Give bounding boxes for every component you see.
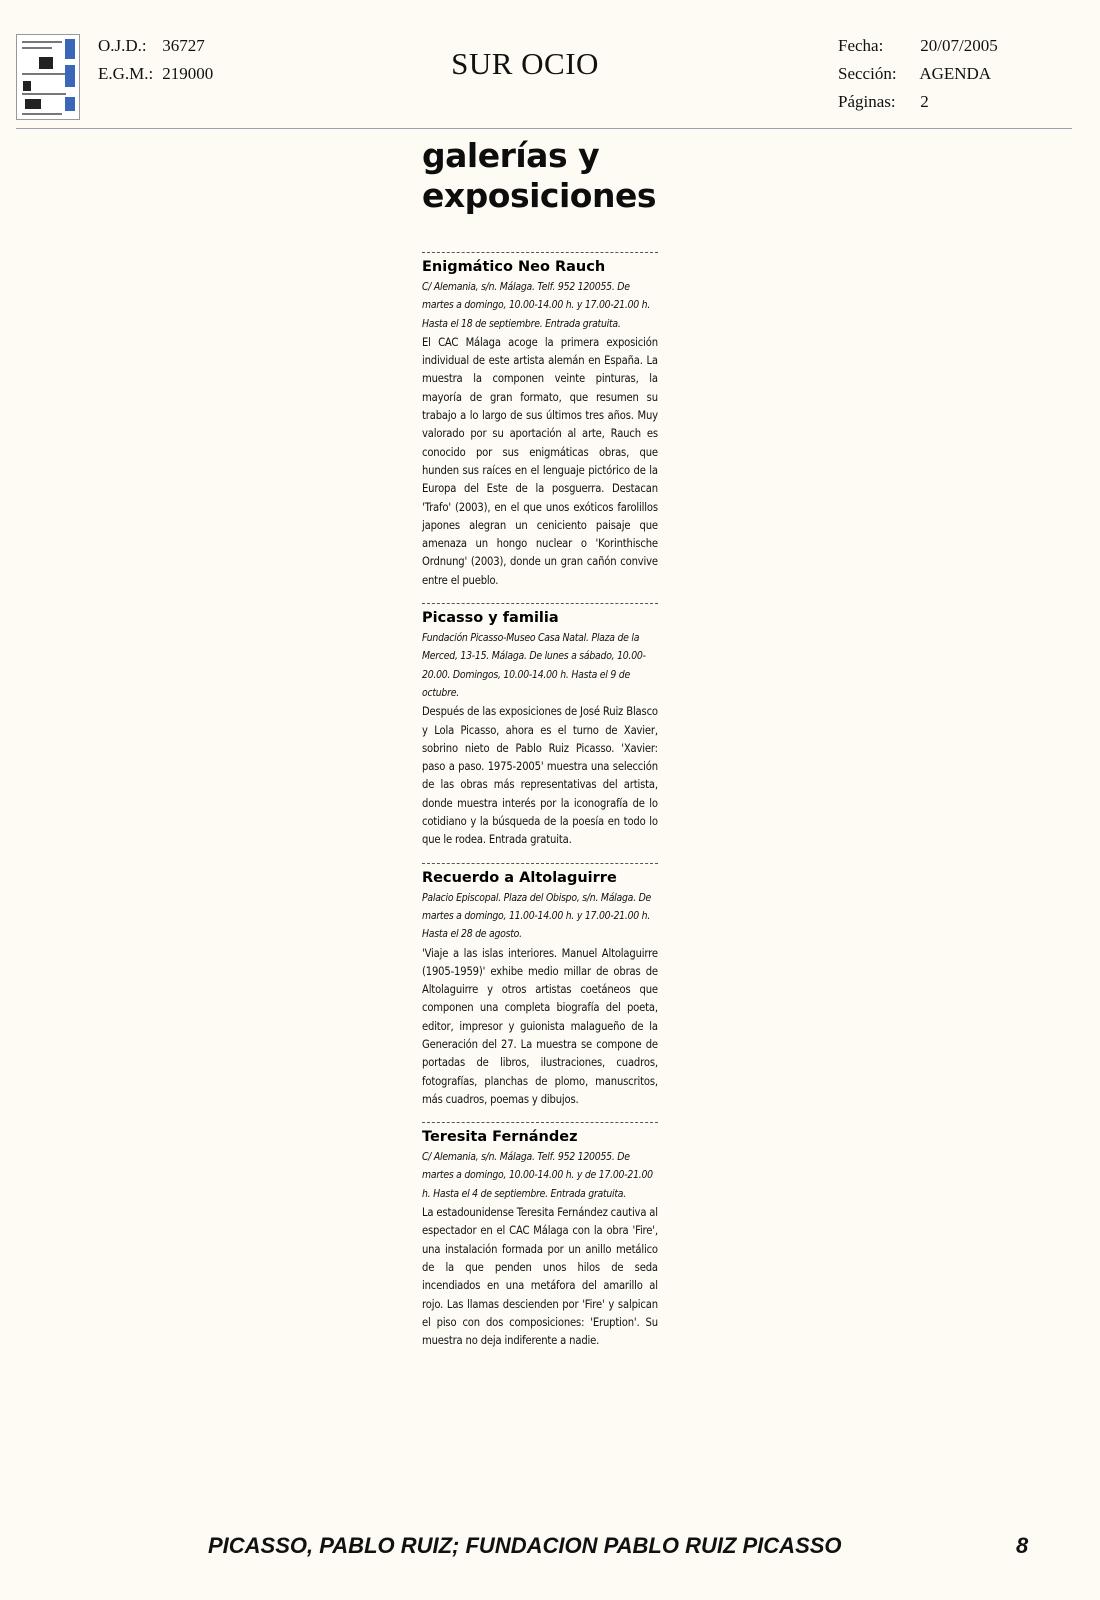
article-body: El CAC Málaga acoge la primera exposición individual de este artista alemán en España. La muestra la componen veinte pinturas, la mayoría de gran formato, que resumen su trabajo a lo largo de sus últimos tres años. Muy valorado por su aportación al arte, Rauch es conocido por sus enigmáticas obras, que hunden sus raíces en el lenguaje pictórico de la Europa del Este de la posguerra. Destacan 'Trafo' (2003), en el que unos exóticos farolillos japones alegran un ceniciento paisaje que amenaza un hongo nuclear o 'Korinthische Ordnung' (2003), donde un gran cañón convive entre el pueblo. xyxy=(422,334,658,587)
article-info: C/ Alemania, s/n. Málaga. Telf. 952 120055. De martes a domingo, 10.00-14.00 h. y de 17.00-21.00 h. Hasta el 4 de septiembre. Entrada gratuita. xyxy=(422,1150,653,1200)
header-divider xyxy=(16,128,1072,129)
article-title: Enigmático Neo Rauch xyxy=(422,259,606,275)
article-picasso-familia xyxy=(422,603,658,849)
article-neo-rauch xyxy=(422,252,658,589)
article-title: Picasso y familia xyxy=(422,610,559,627)
audience-metrics xyxy=(98,32,213,88)
publication-name: SUR OCIO xyxy=(451,46,599,81)
section-title-line2: exposiciones xyxy=(422,176,656,215)
paginas-row xyxy=(838,88,998,116)
section-title xyxy=(422,136,656,216)
egm-row xyxy=(98,60,213,88)
article-title: Teresita Fernández xyxy=(422,1129,578,1146)
article-altolaguirre xyxy=(422,863,658,1109)
ojd-label: O.J.D.: xyxy=(98,36,147,55)
fecha-label: Fecha: xyxy=(838,36,884,55)
fecha-value: 20/07/2005 xyxy=(920,36,998,55)
seccion-label: Sección: xyxy=(838,64,897,83)
seccion-value: AGENDA xyxy=(919,64,992,83)
article-info: Fundación Picasso-Museo Casa Natal. Plaza de la Merced, 13-15. Málaga. De lunes a sábado, 10.00-20.00. Domingos, 10.00-14.00 h. Hasta el 9 de octubre. xyxy=(422,631,646,699)
page-thumbnail xyxy=(16,34,80,120)
egm-value: 219000 xyxy=(162,64,214,83)
article-body: Después de las exposiciones de José Ruiz Blasco y Lola Picasso, ahora es el turno de Xavier, sobrino nieto de Pablo Ruiz Picasso. 'Xavier: paso a paso. 1975-2005' muestra una selección de las obras más representativas del artista, donde muestra interés por la iconografía de lo cotidiano y la búsqueda de la poesía en todo lo que le rodea. Entrada gratuita. xyxy=(422,704,658,847)
article-info: Palacio Episcopal. Plaza del Obispo, s/n. Málaga. De martes a domingo, 11.00-14.00 h. y 17.00-21.00 h. Hasta el 28 de agosto. xyxy=(422,890,652,941)
article-teresita-fernandez xyxy=(422,1122,658,1349)
ojd-value: 36727 xyxy=(162,36,205,55)
article-info: C/ Alemania, s/n. Málaga. Telf. 952 120055. De martes a domingo, 10.00-14.00 h. y 17.00-21.00 h. Hasta el 18 de septiembre. Entrada gratuita. xyxy=(422,280,651,330)
footer-page-number: 8 xyxy=(1016,1533,1029,1558)
footer-keywords: PICASSO, PABLO RUIZ; FUNDACION PABLO RUIZ PICASSO xyxy=(208,1533,842,1558)
ojd-row xyxy=(98,32,213,60)
article-body: 'Viaje a las islas interiores. Manuel Altolaguirre (1905-1959)' exhibe medio millar de obras de Altolaguirre y otros artistas coetáneos que componen una completa biografía del poeta, editor, impresor y guionista malagueño de la Generación del 27. La muestra se compone de portadas de libros, ilustraciones, cuadros, fotografías, planchas de plomo, manuscritos, más cuadros, poemas y dibujos. xyxy=(422,945,658,1106)
fecha-row xyxy=(838,32,998,60)
listings-column xyxy=(422,252,658,1363)
paginas-value: 2 xyxy=(920,92,929,111)
paginas-label: Páginas: xyxy=(838,92,896,111)
egm-label: E.G.M.: xyxy=(98,64,154,83)
section-title-line1: galerías y xyxy=(422,136,600,175)
clipping-metadata xyxy=(838,32,998,116)
article-body: La estadounidense Teresita Fernández cautiva al espectador en el CAC Málaga con la obra 'Fire', una instalación formada por un anillo metálico de la que penden unos hilos de seda incendiados en una metáfora del amarillo al rojo. Las llamas descienden por 'Fire' y salpican el piso con dos composiciones: 'Eruption'. Su muestra no deja indiferente a nadie. xyxy=(422,1205,658,1348)
seccion-row xyxy=(838,60,998,88)
article-title: Recuerdo a Altolaguirre xyxy=(422,869,617,886)
